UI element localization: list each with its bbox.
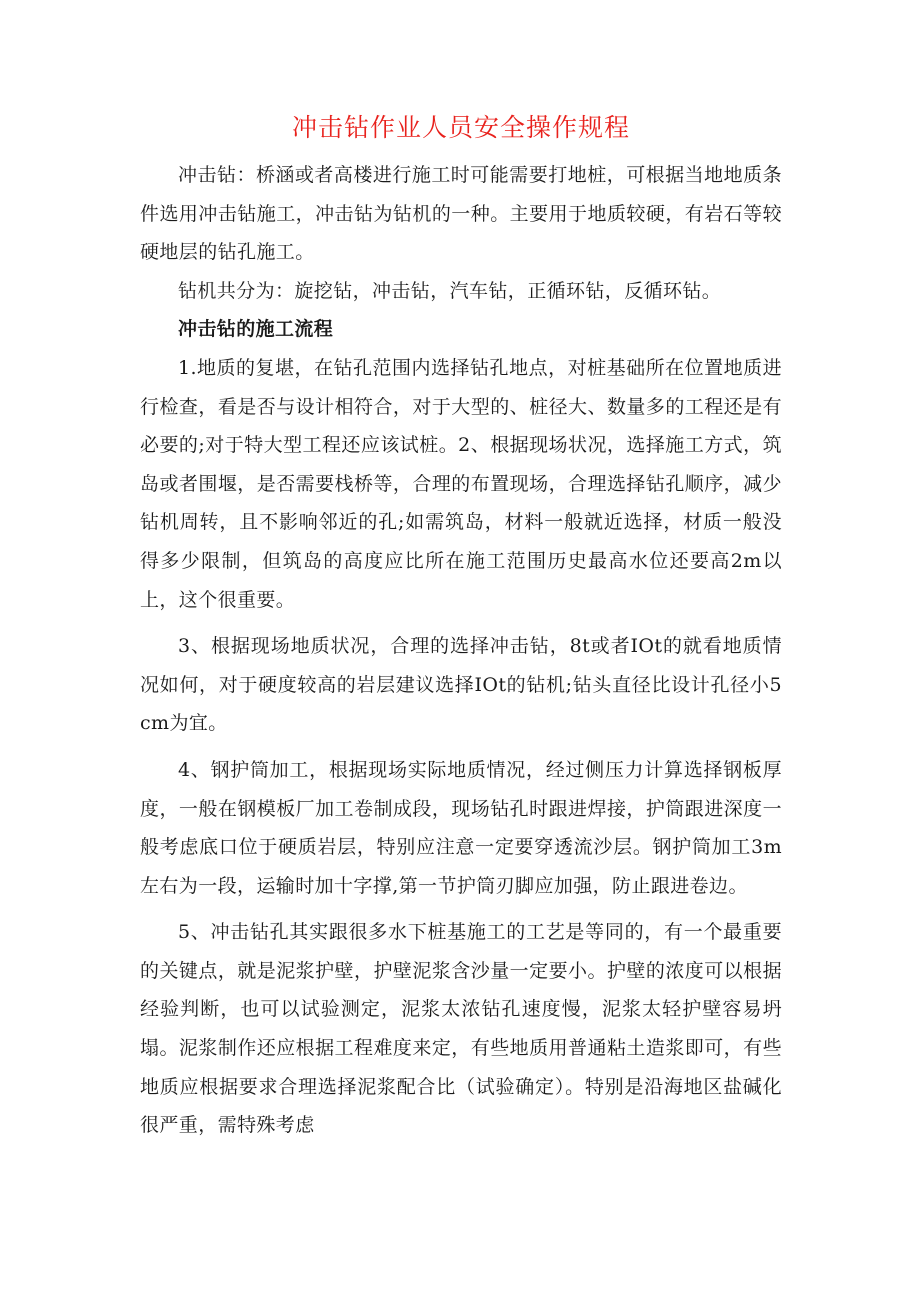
step-paragraph-5: 5、冲击钻孔其实跟很多水下桩基施工的工艺是等同的，有一个最重要的关键点，就是泥浆护壁，护壁泥浆含沙量一定要小。护壁的浓度可以根据经验判断，也可以试验测定，泥浆太浓钻孔速度慢，泥浆太轻护壁容易坍塌。泥浆制作还应根据工程难度来定，有些地质用普通粘土造浆即可，有些地质应根据要求合理选择泥浆配合比（试验确定）。特别是沿海地区盐碱化很严重，需特殊考虑 xyxy=(140,921,782,1137)
step-paragraph-3: 3、根据现场地质状况，合理的选择冲击钻，8t或者IOt的就看地质情况如何，对于硬度较高的岩层建议选择IOt的钻机;钻头直径比设计孔径小5cm为宜。 xyxy=(140,635,782,735)
intro-paragraph: 冲击钻：桥涵或者高楼进行施工时可能需要打地桩，可根据当地地质条件选用冲击钻施工，冲击钻为钻机的一种。主要用于地质较硬，有岩石等较硬地层的钻孔施工。 xyxy=(140,164,782,264)
section-heading: 冲击钻的施工流程 xyxy=(178,318,334,341)
step-paragraph-4: 4、钢护筒加工，根据现场实际地质情况，经过侧压力计算选择钢板厚度，一般在钢模板厂加工卷制成段，现场钻孔时跟进焊接，护筒跟进深度一般考虑底口位于硬质岩层，特别应注意一定要穿透流沙层。钢护筒加工3m左右为一段，运输时加十字撑,第一节护筒刃脚应加强，防止跟进卷边。 xyxy=(140,758,782,897)
drill-types-paragraph: 钻机共分为：旋挖钻，冲击钻，汽车钻，正循环钻，反循环钻。 xyxy=(178,279,722,302)
document-title: 冲击钻作业人员安全操作规程 xyxy=(291,113,630,142)
step-paragraph-1: 1.地质的复堪，在钻孔范围内选择钻孔地点，对桩基础所在位置地质进行检查，看是否与设计相符合，对于大型的、桩径大、数量多的工程还是有必要的;对于特大型工程还应该试桩。2、根据现场状况，选择施工方式，筑岛或者围堰，是否需要栈桥等，合理的布置现场，合理选择钻孔顺序，减少钻机周转，且不影响邻近的孔;如需筑岛，材料一般就近选择，材质一般没得多少限制，但筑岛的高度应比所在施工范围历史最高水位还要高2m以上，这个很重要。 xyxy=(140,356,782,611)
